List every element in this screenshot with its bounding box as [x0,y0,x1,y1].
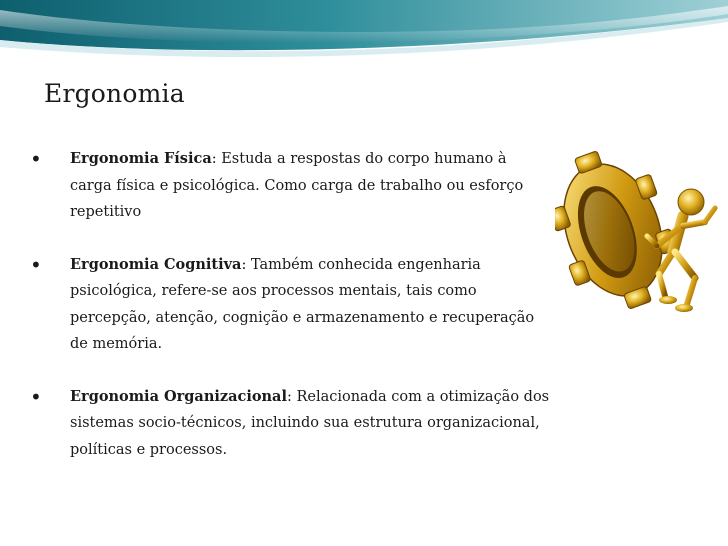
bullet-term: Ergonomia Física [70,150,212,167]
bullet-term: Ergonomia Cognitiva [70,255,242,273]
bullet-term: Ergonomia Organizacional [70,387,287,405]
gold-figure-pushing-gear-icon [555,148,727,316]
bullet-item-cognitiva [30,252,550,358]
header-wave-band [0,0,728,62]
bullet-dot: • [30,147,42,171]
bullet-text: : Estuda a respostas do corpo humano à carga física e psicológica. Como carga de trabalho ou esforço repetitivo [70,151,524,220]
slide-title: Ergonomia [44,79,185,108]
bullet-item-organizacional [30,384,550,464]
bullet-item-fisica [30,146,550,226]
bullet-dot: • [30,384,42,409]
bullet-dot: • [30,252,42,277]
bullet-list [30,146,550,489]
bullet-text: : Relacionada com a otimização dos sistemas socio-técnicos, incluindo sua estrutura organizacional, políticas e processos. [70,388,550,458]
bullet-text: : Também conhecida engenharia psicológica, refere-se aos processos mentais, tais como percepção, atenção, cognição e armazenamento e recuperação de memória. [70,256,535,352]
